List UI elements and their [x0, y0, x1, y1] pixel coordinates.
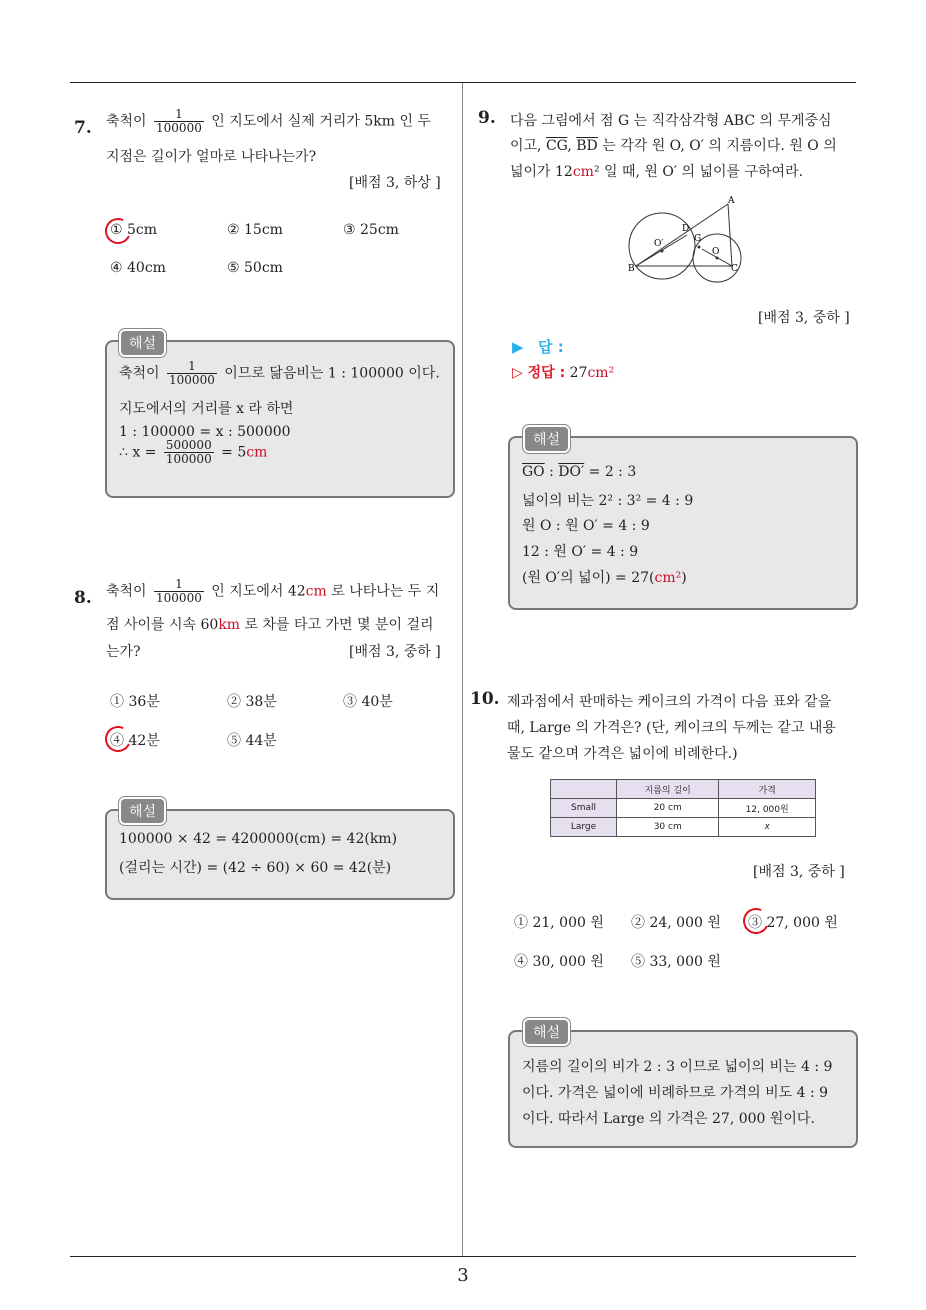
question-text-line: 이고, $\overline{CG}$, $\overline{BD}$ 는 각각 원 O, O′ 의 지름이다. 원 O 의	[510, 138, 837, 154]
solution-line: 지도에서의 거리를 x 라 하면	[119, 401, 294, 417]
question-text-line: 점 사이를 시속 60km 로 차를 타고 가면 몇 분이 걸리	[106, 617, 434, 633]
page-number: 3	[457, 1265, 469, 1286]
table-cell: Small	[551, 799, 617, 818]
solution-line: 1 : 100000 = x : 500000	[119, 424, 291, 440]
question-number: 7.	[74, 118, 92, 138]
solution-line: ∴ x = $\frac{500000}{100000}$ = 5cm	[119, 438, 268, 467]
price-table	[550, 779, 816, 837]
fraction: $\frac{1}{100000}$	[169, 359, 215, 388]
bottom-rule	[70, 1256, 856, 1257]
question-text-line: 는가?	[106, 644, 141, 660]
label-o-prime: O′	[654, 239, 664, 249]
table-header-cell: 지름의 길이	[617, 780, 719, 799]
choice-2[interactable]: ② 15cm	[227, 222, 283, 238]
segment-ac	[728, 204, 732, 266]
question-number: 9.	[478, 108, 496, 128]
top-rule	[70, 82, 856, 83]
correct-label: ▷ 정답 :	[512, 365, 566, 381]
label-b: B	[628, 264, 635, 274]
score-difficulty: [배점 3, 중하 ]	[349, 644, 441, 660]
choice-3[interactable]: ③ 27, 000 원	[748, 915, 838, 931]
score-difficulty: [배점 3, 중하 ]	[758, 310, 850, 326]
solution-line: 지름의 길이의 비가 2 : 3 이므로 넓이의 비는 4 : 9	[522, 1059, 833, 1075]
solution-tag: 해설	[523, 425, 570, 453]
fraction: $\frac{1}{100000}$	[156, 107, 202, 136]
solution-line: 원 O : 원 O′ = 4 : 9	[522, 518, 650, 534]
solution-box	[105, 340, 455, 498]
choice-3[interactable]: ③ 40분	[343, 694, 393, 710]
table-cell: 20 cm	[617, 799, 719, 818]
solution-tag: 해설	[119, 797, 166, 825]
question-number: 10.	[470, 689, 500, 709]
choice-2[interactable]: ② 38분	[227, 694, 277, 710]
score-difficulty: [배점 3, 하상 ]	[349, 175, 441, 191]
choice-5[interactable]: ⑤ 33, 000 원	[631, 954, 721, 970]
solution-line: (걸리는 시간) = (42 ÷ 60) × 60 = 42(분)	[119, 860, 392, 876]
answer-mark-icon	[101, 722, 134, 755]
solution-line: $\overline{GO}$ : DO′ = 2 : 3	[522, 464, 637, 480]
question-number: 8.	[74, 588, 92, 608]
table-header-row	[551, 780, 816, 799]
answer-mark-icon	[739, 904, 772, 937]
table-cell: Large	[551, 818, 617, 837]
solution-line: 이다. 따라서 Large 의 가격은 27, 000 원이다.	[522, 1111, 815, 1127]
table-header-cell	[551, 780, 617, 799]
solution-tag: 해설	[119, 329, 166, 357]
solution-line: 100000 × 42 = 4200000(cm) = 42(km)	[119, 831, 398, 847]
solution-box	[508, 436, 858, 610]
point-o-prime	[661, 250, 664, 253]
question-text-line: 넓이가 12cm² 일 때, 원 O′ 의 넓이를 구하여라.	[510, 164, 804, 180]
correct-answer-line: ▷ 정답 : 27cm²	[512, 365, 615, 381]
point-g	[698, 246, 701, 249]
play-arrow-icon: ▶	[512, 338, 524, 356]
choice-2[interactable]: ② 24, 000 원	[631, 915, 721, 931]
fraction: $\frac{1}{100000}$	[156, 577, 202, 606]
table-cell: 30 cm	[617, 818, 719, 837]
question-text-line: 제과점에서 판매하는 케이크의 가격이 다음 표와 같을	[507, 694, 832, 710]
score-difficulty: [배점 3, 중하 ]	[753, 864, 845, 880]
answer-line	[512, 336, 564, 357]
choice-4[interactable]: ④ 30, 000 원	[514, 954, 604, 970]
solution-line: 이다. 가격은 넓이에 비례하므로 가격의 비도 4 : 9	[522, 1085, 829, 1101]
question-text-line: 축척이 $\frac{1}{100000}$ 인 지도에서 42cm 로 나타나는 두 지	[106, 577, 440, 606]
choice-4[interactable]: ④ 40cm	[110, 260, 166, 276]
question-text-line: 축척이 $\frac{1}{100000}$ 인 지도에서 실제 거리가 5km 인 두	[106, 107, 431, 136]
choice-1[interactable]: ① 36분	[110, 694, 160, 710]
label-a: A	[728, 196, 735, 206]
label-o: O	[712, 247, 720, 257]
table-row	[551, 799, 816, 818]
table-header-cell: 가격	[719, 780, 816, 799]
solution-line: 12 : 원 O′ = 4 : 9	[522, 544, 639, 560]
fraction: $\frac{500000}{100000}$	[165, 438, 212, 467]
geometry-figure	[624, 194, 744, 284]
choice-4[interactable]: ④ 42분	[110, 733, 160, 749]
choice-3[interactable]: ③ 25cm	[343, 222, 399, 238]
answer-label: 답 :	[538, 338, 564, 356]
solution-line: 축척이 $\frac{1}{100000}$ 이므로 닮음비는 1 : 100000 이다.	[119, 359, 440, 388]
question-text-line: 물도 같으며 가격은 넓이에 비례한다.)	[507, 746, 738, 762]
label-c: C	[731, 264, 738, 274]
solution-box	[508, 1030, 858, 1148]
table-cell: 12, 000원	[719, 799, 816, 818]
solution-line: 넓이의 비는 2² : 3² = 4 : 9	[522, 493, 694, 509]
table-cell: x	[719, 818, 816, 837]
solution-line: (원 O′의 넓이) = 27(cm²)	[522, 570, 687, 586]
choice-5[interactable]: ⑤ 50cm	[227, 260, 283, 276]
label-d: D	[682, 224, 690, 234]
choice-1[interactable]: ① 21, 000 원	[514, 915, 604, 931]
choice-5[interactable]: ⑤ 44분	[227, 733, 277, 749]
question-text-line: 때, Large 의 가격은? (단, 케이크의 두께는 같고 내용	[507, 720, 836, 736]
solution-tag: 해설	[523, 1018, 570, 1046]
choice-1[interactable]: ① 5cm	[110, 222, 158, 238]
label-g: G	[694, 234, 702, 244]
answer-mark-icon	[101, 214, 134, 247]
question-text-line: 다음 그림에서 점 G 는 직각삼각형 ABC 의 무게중심	[510, 113, 832, 129]
table-row	[551, 818, 816, 837]
column-divider	[462, 83, 463, 1256]
question-text-line: 지점은 길이가 얼마로 나타나는가?	[106, 149, 317, 165]
